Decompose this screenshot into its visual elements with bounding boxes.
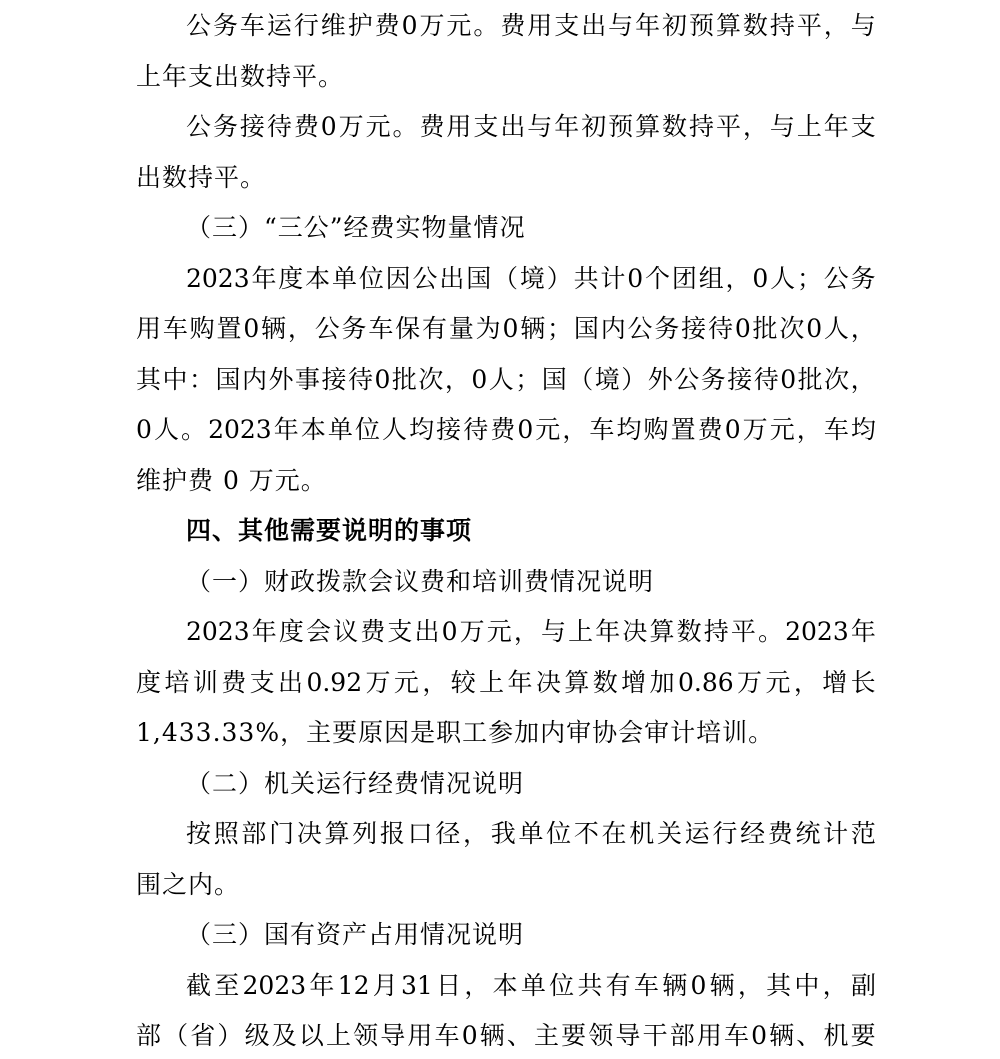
text-line-14: 度 培 训 费 支 出 0.92 万 元 ， 较 上 年 决 算 数 增 加 0.86 万 元 ， 增 长 [136,668,876,697]
chapter-heading-4: 四、其他需要说明的事项 [186,516,473,545]
text-line-3: 公 务 接 待 费 0 万 元 。 费 用 支 出 与 年 初 预 算 数 持 平 ， 与 上 年 支 [186,112,876,141]
text-line-7: 用 车 购 置 0 辆 ， 公 务 车 保 有 量 为 0 辆 ； 国 内 公 务 接 待 0 批 次 0 人 ， [136,314,876,343]
text-line-9: 0 人 。 2023 年 本 单 位 人 均 接 待 费 0 元 ， 车 均 购 置 费 0 万 元 ， 车 均 [136,415,876,444]
text-line-2: 上年支出数持平。 [136,62,345,91]
text-line-1: 公 务 车 运 行 维 护 费 0 万 元 。 费 用 支 出 与 年 初 预 算 数 持 平 ， 与 [186,11,876,40]
text-line-8: 其 中 ： 国 内 外 事 接 待 0 批 次 ， 0 人 ； 国 （ 境 ） 外 公 务 接 待 0 批 次 ， [136,365,876,394]
text-line-18: 围之内。 [136,870,241,899]
section-heading-4-1: （一）财政拨款会议费和培训费情况说明 [186,567,655,596]
section-heading-3: （三）“三公”经费实物量情况 [186,213,526,242]
text-line-13: 2023 年 度 会 议 费 支 出 0 万 元 ， 与 上 年 决 算 数 持 平 。 2023 年 [186,617,876,646]
section-heading-4-3: （三）国有资产占用情况说明 [186,920,525,949]
text-line-20: 截 至 2023 年 12 月 31 日 ， 本 单 位 共 有 车 辆 0 辆 ， 其 中 ， 副 [186,971,876,1000]
section-heading-4-2: （二）机关运行经费情况说明 [186,769,525,798]
text-line-6: 2023 年 度 本 单 位 因 公 出 国 （ 境 ） 共 计 0 个 团 组 ， 0 人 ； 公 务 [186,264,876,293]
text-line-10: 维护费 0 万元。 [136,466,327,495]
text-line-21: 部 （ 省 ） 级 及 以 上 领 导 用 车 0 辆 、 主 要 领 导 干 部 用 车 0 辆 、 机 要 [136,1021,876,1050]
text-line-4: 出数持平。 [136,163,267,192]
text-line-17: 按 照 部 门 决 算 列 报 口 径 ， 我 单 位 不 在 机 关 运 行 经 费 统 计 范 [186,819,876,848]
text-line-15: 1,433.33%，主要原因是职工参加内审协会审计培训。 [136,718,775,747]
